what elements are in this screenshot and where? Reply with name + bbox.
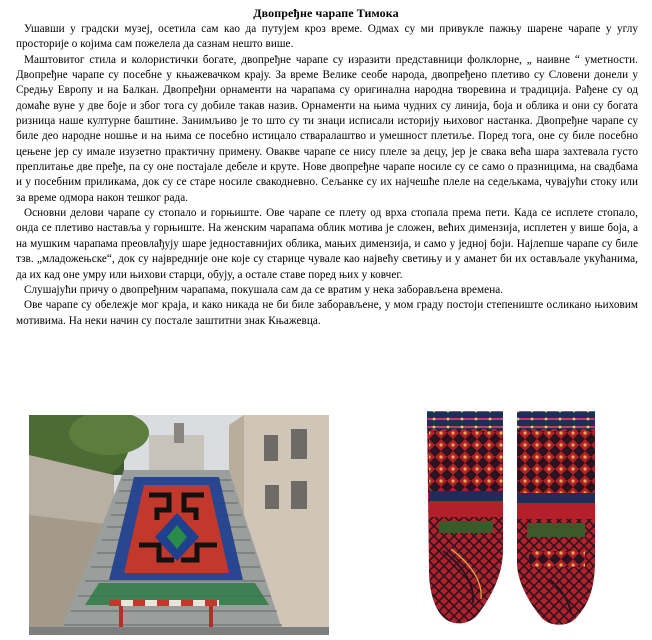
paragraph: Основни делови чарапе су стопало и горњиште. Ове чарапе се плету од врха стопала према пети. Када се исплете стопало, онда се плетиво наставља у горњиште. На женским чарапама облик мотива је сложен, већих димензија, исплетен у више боја, а на мушким чарапама преовлађују шаре једноставнијих облика, мањих димензија, и само у једној боји. Најлепше чарапе су биле тзв. „младожењске“, док су највредније оне које су старице чувале као највећу светињу и у аманет би их остављале укућанима, да их кад оне умру или њихови старци, обују, а остале ставе поред њих у ковчег.	[16, 207, 638, 281]
paragraph: Маштовитог стила и колористички богате, двопређне чарапе су изразити представници фолклорне, „ наивне “ уметности. Двопређне чарапе су посебне у књажевачком крају. За време Велике сеобе народа, двопређено плетиво су Словени донели у Средњу Европу и на Балкан. Двопређни орнаменти на чарапама су оригинална народна творевина и традиција. Рађене су од домаће вуне у две боје и због тога су добиле такав назив. Орнаменти на њима чудних су линија, боја и облика и они су богата ризница наше културне баштине. Занимљиво је то што су ти знаци исписали историју њиховог настанка. Двопређне чарапе су биле део народне ношње и на њима се посебно истицало стваралаштво и умешност плетиље. Поред тога, оне су биле посебно цењене јер су имале изузетно практичну примену. Овакве чарапе се нису плеле за децу, јер је свака већа шара захтевала густо преплитање две пређе, па су оне постајале дебеле и круте. Нове двопређне чарапе носиле су се само о празницима, на свадбама и у посебним приликама, док су се старе носиле свакодневно. Сељанке су их најчешће плеле на седељкама, чувајући стоку или за време одмора након тешког рада.	[16, 53, 638, 204]
paragraph: Ове чарапе су обележје мог краја, и како никада не би биле заборављене, у мом граду постоји степениште осликано њиховим мотивима. На неки начин су постале заштитни знак Књажевца.	[16, 299, 638, 327]
document-body	[16, 22, 638, 329]
right-sock	[517, 411, 595, 625]
socks-photo	[399, 391, 629, 633]
paragraph: Ушавши у градски музеј, осетила сам као да путујем кроз време. Одмах су ми привукле пажњу шарене чарапе у углу просторије о којима сам пожелела да сазнам нешто више.	[16, 23, 638, 51]
paragraph: Слушајући причу о двопређним чарапама, покушала сам да се вратим у нека заборављена времена.	[24, 283, 504, 296]
document-title: Двопређне чарапе Тимока	[253, 6, 399, 20]
left-sock	[427, 411, 503, 623]
stairs-photo	[29, 415, 329, 635]
